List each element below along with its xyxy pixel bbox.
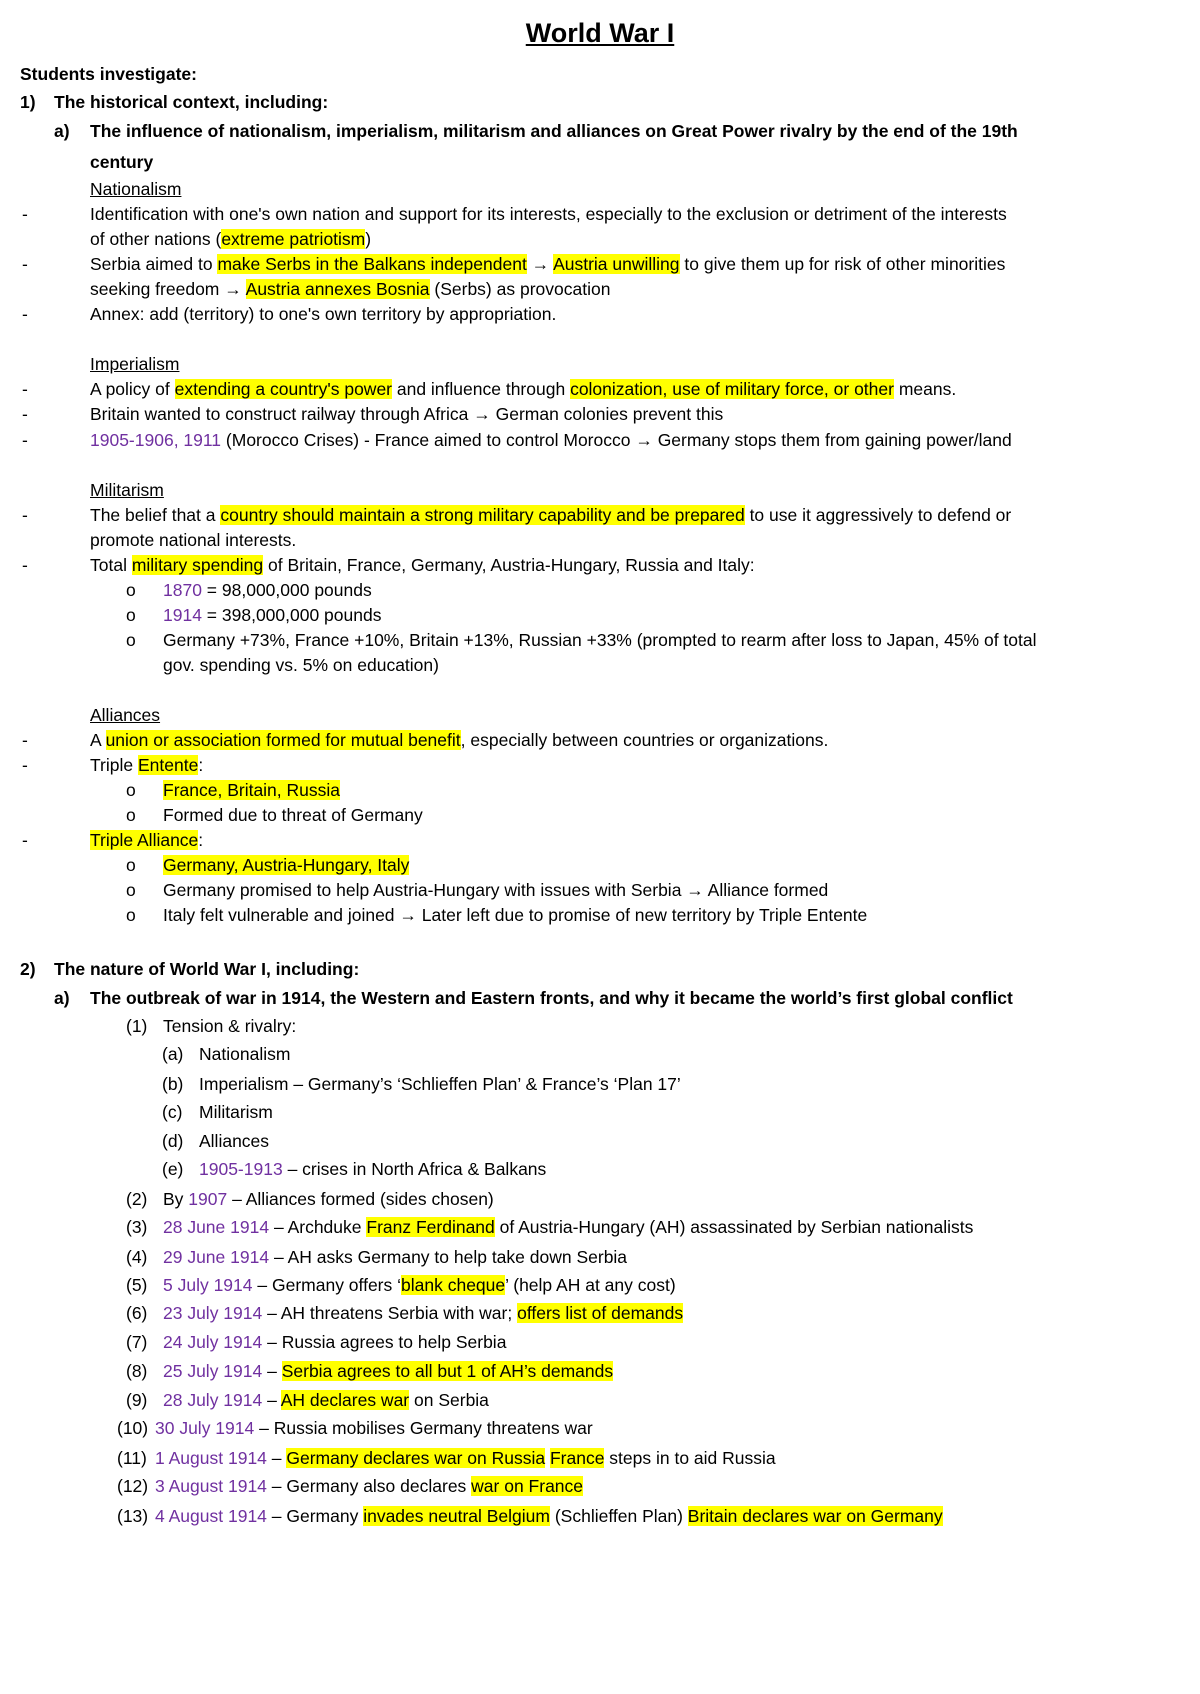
item-5-july (163, 1274, 676, 1296)
intro-text: Students investigate: (20, 64, 197, 84)
text-segment: – Archduke (269, 1217, 367, 1237)
bullet-dash: - (22, 555, 28, 575)
bullet-circle: o (126, 780, 136, 800)
sub-item-letter: (e) (162, 1159, 184, 1179)
text-segment: A policy of (90, 379, 175, 399)
bullet-dash: - (22, 830, 28, 850)
highlight-ah-declares-war: AH declares war (280, 1390, 410, 1410)
item-number: (13) (117, 1506, 149, 1526)
highlight-union: union or association formed for mutual benefit (105, 730, 461, 750)
highlight-strong-military: country should maintain a strong military capability and be prepared (220, 505, 745, 525)
spending-increase-line1: Germany +73%, France +10%, Britain +13%, Russian +33% (prompted to rearm after loss to Japan, 45% of total (163, 630, 1037, 650)
highlight-entente-members: France, Britain, Russia (163, 780, 341, 800)
date-text: 1907 (188, 1189, 228, 1209)
nationalism-def-line1: Identification with one's own nation and support for its interests, especially to the exclusion or detriment of the interests (90, 204, 1007, 224)
date-text: 28 July 1914 (163, 1390, 263, 1410)
highlight-colonization: colonization, use of military force, or other (570, 379, 894, 399)
bullet-circle: o (126, 630, 136, 650)
text-segment: to give them up for risk of other minorities (679, 254, 1006, 274)
text-segment: The belief that a (90, 505, 221, 525)
text-segment: – Russia mobilises Germany threatens war (254, 1418, 593, 1438)
text-segment: – Germany also declares (266, 1476, 472, 1496)
date-text: 28 June 1914 (163, 1217, 270, 1237)
text-segment: Triple (90, 755, 138, 775)
bullet-dash: - (22, 204, 28, 224)
sub-item-nationalism: Nationalism (199, 1044, 291, 1064)
date-text: 23 July 1914 (163, 1303, 263, 1323)
highlight-france: France (549, 1448, 605, 1468)
section-2a-label: a) (54, 988, 70, 1008)
bullet-circle: o (126, 905, 136, 925)
text-segment: of Austria-Hungary (AH) assassinated by Serbian nationalists (494, 1217, 974, 1237)
highlight-austria-unwilling: Austria unwilling (553, 254, 680, 274)
highlight-blank-cheque: blank cheque (401, 1275, 506, 1295)
item-29-june (163, 1246, 627, 1268)
section-2a-text: The outbreak of war in 1914, the Western and Eastern fronts, and why it became the world’s first global conflict (90, 988, 1013, 1008)
spending-1914 (163, 604, 381, 626)
bullet-dash: - (22, 755, 28, 775)
triple-entente (90, 754, 203, 776)
militarism-spending (90, 554, 755, 576)
date-text: 1 August 1914 (155, 1448, 267, 1468)
text-segment: ’ (help AH at any cost) (505, 1275, 676, 1295)
date-text: 1914 (163, 605, 202, 625)
text-segment: – (266, 1448, 287, 1468)
text-segment: of other nations ( (90, 229, 222, 249)
text-segment: seeking freedom → (90, 279, 246, 299)
text-segment: – Russia agrees to help Serbia (262, 1332, 507, 1352)
alliances-def (90, 729, 828, 751)
imperialism-morocco (90, 429, 1012, 451)
bullet-dash: - (22, 505, 28, 525)
item-number: (9) (126, 1390, 148, 1410)
item-number: (2) (126, 1189, 148, 1209)
triple-alliance (90, 829, 203, 851)
militarism-def-line2: promote national interests. (90, 530, 297, 550)
sub-item-imperialism: Imperialism – Germany’s ‘Schlieffen Plan’ & France’s ‘Plan 17’ (199, 1074, 681, 1094)
text-segment: – AH asks Germany to help take down Serbia (269, 1247, 628, 1267)
date-text: 30 July 1914 (155, 1418, 255, 1438)
text-segment: (Morocco Crises) - France aimed to control Morocco → Germany stops them from gaining power/land (221, 430, 1012, 450)
highlight-entente: Entente (137, 755, 199, 775)
item-number: (7) (126, 1332, 148, 1352)
text-segment: – Germany (266, 1506, 364, 1526)
text-segment: – Germany offers ‘ (252, 1275, 402, 1295)
text-segment: : (198, 830, 204, 850)
alliance-italy: Italy felt vulnerable and joined → Later left due to promise of new territory by Triple Entente (163, 905, 868, 925)
highlight-alliance-members: Germany, Austria-Hungary, Italy (163, 855, 410, 875)
date-text: 24 July 1914 (163, 1332, 263, 1352)
highlight-austria-annexes-bosnia: Austria annexes Bosnia (245, 279, 430, 299)
imperialism-britain: Britain wanted to construct railway through Africa → German colonies prevent this (90, 404, 724, 424)
text-segment: (Serbs) as provocation (429, 279, 611, 299)
sub-item-letter: (a) (162, 1044, 184, 1064)
item-3-august (155, 1475, 583, 1497)
date-text: 1905-1906, 1911 (90, 430, 222, 450)
item-25-july (163, 1360, 613, 1382)
text-segment: – Alliances formed (sides chosen) (227, 1189, 494, 1209)
bullet-circle: o (126, 855, 136, 875)
date-text: 3 August 1914 (155, 1476, 267, 1496)
text-segment: (Schlieffen Plan) (549, 1506, 688, 1526)
item-number: (6) (126, 1303, 148, 1323)
bullet-dash: - (22, 404, 28, 424)
bullet-circle: o (126, 605, 136, 625)
date-text: 1870 (163, 580, 202, 600)
item-number: (1) (126, 1016, 148, 1036)
item-tension: Tension & rivalry: (163, 1016, 297, 1036)
sub-item-militarism: Militarism (199, 1102, 273, 1122)
highlight-serbia-agrees: Serbia agrees to all but 1 of AH’s demands (281, 1361, 614, 1381)
section-1-number: 1) (20, 92, 36, 112)
bullet-dash: - (22, 430, 28, 450)
sub-item-crises (199, 1158, 546, 1180)
item-23-july (163, 1302, 683, 1324)
text-segment: on Serbia (409, 1390, 489, 1410)
militarism-heading: Militarism (90, 480, 164, 500)
page-title: World War I (525, 18, 675, 48)
bullet-dash: - (22, 730, 28, 750)
item-1907 (163, 1188, 494, 1210)
text-segment: of Britain, France, Germany, Austria-Hungary, Russia and Italy: (263, 555, 755, 575)
bullet-circle: o (126, 580, 136, 600)
imperialism-def (90, 378, 956, 400)
bullet-circle: o (126, 805, 136, 825)
highlight-germany-war-russia: Germany declares war on Russia (286, 1448, 546, 1468)
item-4-august (155, 1505, 943, 1527)
highlight-war-on-france: war on France (471, 1476, 584, 1496)
bullet-dash: - (22, 304, 28, 324)
nationalism-def-line2 (90, 228, 371, 250)
text-segment: = 398,000,000 pounds (201, 605, 382, 625)
imperialism-heading: Imperialism (90, 354, 180, 374)
item-1-august (155, 1447, 776, 1469)
text-segment: – (262, 1390, 281, 1410)
text-segment: → (526, 254, 554, 274)
text-segment: – (262, 1361, 282, 1381)
text-segment: – AH threatens Serbia with war; (262, 1303, 518, 1323)
text-segment: By (163, 1189, 189, 1209)
section-1a-line1: The influence of nationalism, imperialism, militarism and alliances on Great Power rivalry by the end of the 19th (90, 121, 1018, 141)
entente-reason: Formed due to threat of Germany (163, 805, 423, 825)
text-segment: steps in to aid Russia (604, 1448, 776, 1468)
text-segment: to use it aggressively to defend or (744, 505, 1012, 525)
highlight-list-of-demands: offers list of demands (517, 1303, 684, 1323)
highlight-extreme-patriotism: extreme patriotism (221, 229, 366, 249)
highlight-serbs-independent: make Serbs in the Balkans independent (217, 254, 527, 274)
text-segment: and influence through (392, 379, 571, 399)
item-number: (5) (126, 1275, 148, 1295)
entente-members (163, 779, 340, 801)
item-28-july (163, 1389, 489, 1411)
text-segment: A (90, 730, 106, 750)
item-number: (12) (117, 1476, 149, 1496)
spending-1870 (163, 579, 372, 601)
text-segment: ) (365, 229, 372, 249)
highlight-triple-alliance: Triple Alliance (90, 830, 199, 850)
bullet-circle: o (126, 880, 136, 900)
bullet-dash: - (22, 379, 28, 399)
sub-item-alliances: Alliances (199, 1131, 270, 1151)
sub-item-letter: (b) (162, 1074, 184, 1094)
text-segment: = 98,000,000 pounds (201, 580, 372, 600)
date-text: 29 June 1914 (163, 1247, 270, 1267)
section-2-number: 2) (20, 959, 36, 979)
alliances-heading: Alliances (90, 705, 161, 725)
spending-increase-line2: gov. spending vs. 5% on education) (163, 655, 439, 675)
alliance-germany: Germany promised to help Austria-Hungary with issues with Serbia → Alliance formed (163, 880, 829, 900)
item-number: (3) (126, 1217, 148, 1237)
section-1a-label: a) (54, 121, 70, 141)
nationalism-annex: Annex: add (territory) to one's own territory by appropriation. (90, 304, 557, 324)
militarism-def-line1 (90, 504, 1011, 526)
text-segment: Serbia aimed to (90, 254, 218, 274)
date-text: 25 July 1914 (163, 1361, 263, 1381)
item-number: (11) (117, 1448, 147, 1468)
section-2-heading: The nature of World War I, including: (54, 959, 360, 979)
section-1a-line2: century (90, 152, 154, 172)
alliance-members (163, 854, 409, 876)
item-number: (4) (126, 1247, 148, 1267)
highlight-franz-ferdinand: Franz Ferdinand (366, 1217, 495, 1237)
text-segment: , especially between countries or organizations. (460, 730, 829, 750)
item-24-july (163, 1331, 506, 1353)
item-number: (10) (117, 1418, 149, 1438)
highlight-military-spending: military spending (131, 555, 264, 575)
item-30-july (155, 1417, 593, 1439)
text-segment: – crises in North Africa & Balkans (282, 1159, 547, 1179)
nationalism-serbia-line2 (90, 278, 610, 300)
section-1-heading: The historical context, including: (54, 92, 329, 112)
highlight-britain-declares-war: Britain declares war on Germany (687, 1506, 943, 1526)
nationalism-serbia-line1 (90, 253, 1005, 275)
highlight-invades-belgium: invades neutral Belgium (363, 1506, 550, 1526)
item-number: (8) (126, 1361, 148, 1381)
sub-item-letter: (c) (162, 1102, 183, 1122)
text-segment: : (198, 755, 204, 775)
bullet-dash: - (22, 254, 28, 274)
date-text: 4 August 1914 (155, 1506, 267, 1526)
date-text: 1905-1913 (199, 1159, 283, 1179)
date-text: 5 July 1914 (163, 1275, 253, 1295)
text-segment: Total (90, 555, 132, 575)
text-segment: means. (893, 379, 957, 399)
highlight-extending-power: extending a country's power (174, 379, 392, 399)
sub-item-letter: (d) (162, 1131, 184, 1151)
nationalism-heading: Nationalism (90, 179, 182, 199)
item-28-june (163, 1216, 973, 1238)
